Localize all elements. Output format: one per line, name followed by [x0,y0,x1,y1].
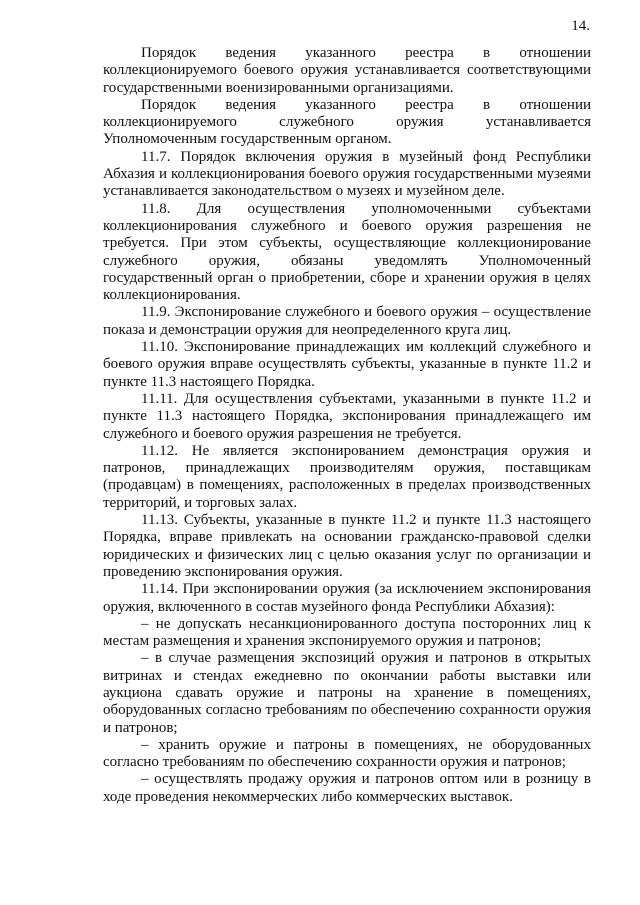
list-item: – хранить оружие и патроны в помещениях, не оборудованных согласно требованиям по обеспечению сохранности оружия и патронов; [103,736,591,771]
paragraph: 11.14. При экспонировании оружия (за исключением экспонирования оружия, включенного в состав музейного фонда Республики Абхазия): [103,581,591,615]
paragraph: 11.12. Не является экспонированием демонстрация оружия и патронов, принадлежащих производителям оружия, поставщикам (продавцам) в помещениях, расположенных в пределах производственных территорий, и торговых залах. [103,442,591,511]
list-item: – осуществлять продажу оружия и патронов оптом или в розницу в ходе проведения некоммерческих либо коммерческих выставок. [103,771,591,805]
paragraph: Порядок ведения указанного реестра в отношении коллекционируемого боевого оружия устанавливается соответствующими государственными военизированными организациями. [103,45,591,96]
paragraph: 11.10. Экспонирование принадлежащих им коллекций служебного и боевого оружия вправе осуществлять субъекты, указанные в пункте 11.2 и пункте 11.3 настоящего Порядка. [103,339,591,390]
paragraph: 11.8. Для осуществления уполномоченными субъектами коллекционирования служебного и боевого оружия разрешения не требуется. При этом субъекты, осуществляющие коллекционирование служебного оружия, обязаны уведомлять Уполномоченный государственный орган о приобретении, сборе и хранении оружия в целях коллекционирования. [103,200,591,304]
document-body [103,45,591,806]
paragraph: 11.13. Субъекты, указанные в пункте 11.2 и пункте 11.3 настоящего Порядка, вправе привлекать на основании гражданско-правовой сделки юридических и физических лиц с целью оказания услуг по организации и проведению экспонирования оружия. [103,512,591,580]
paragraph: Порядок ведения указанного реестра в отношении коллекционируемого служебного оружия устанавливается Уполномоченным государственным органом. [103,96,591,148]
paragraph: 11.11. Для осуществления субъектами, указанными в пункте 11.2 и пункте 11.3 настоящего Порядка, экспонирования принадлежащего им служебного и боевого оружия разрешения не требуется. [103,390,591,442]
paragraph: 11.9. Экспонирование служебного и боевого оружия – осуществление показа и демонстрации оружия для неопределенного круга лиц. [103,304,591,338]
list-item: – не допускать несанкционированного доступа посторонних лиц к местам размещения и хранения экспонируемого оружия и патронов; [103,615,591,650]
paragraph: 11.7. Порядок включения оружия в музейный фонд Республики Абхазия и коллекционирования боевого оружия государственными музеями устанавливается законодательством о музеях и музейном деле. [103,148,591,200]
list-item: – в случае размещения экспозиций оружия и патронов в открытых витринах и стендах ежедневно по окончании работы выставки или аукциона сдавать оружие и патроны на хранение в помещениях, оборудованных согласно требованиям по обеспечению сохранности оружия и патронов; [103,650,591,736]
page-number: 14. [571,18,590,34]
